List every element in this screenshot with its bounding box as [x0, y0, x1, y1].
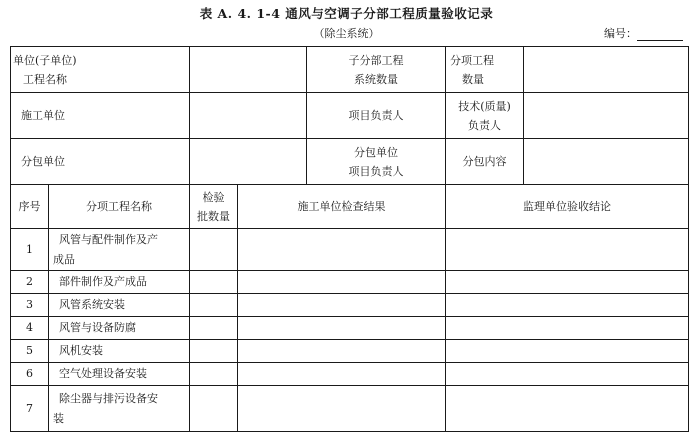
row-batch-value[interactable] [190, 229, 238, 271]
row-item-name: 空气处理设备安装 [49, 363, 190, 386]
row-number: 5 [11, 340, 49, 363]
column-header-row [11, 185, 689, 229]
row-number: 7 [11, 386, 49, 432]
acceptance-record-table [10, 46, 689, 432]
subdivision-count-label: 子分部工程 系统数量 [307, 47, 446, 93]
row-item-name: 风管与设备防腐 [49, 317, 190, 340]
info-row-contractor [11, 93, 689, 139]
col-batch: 检验 批数量 [190, 185, 238, 229]
row-item-name: 除尘器与排污设备安 装 [49, 386, 190, 432]
sub-content-value[interactable] [524, 139, 689, 185]
row-batch-value[interactable] [190, 386, 238, 432]
tech-manager-value[interactable] [524, 93, 689, 139]
unit-name-value[interactable] [190, 47, 307, 93]
table-row [11, 317, 689, 340]
info-row-project [11, 47, 689, 93]
document-title: 表 A. 4. 1-4 通风与空调子分部工程质量验收记录 [199, 6, 494, 21]
row-item-name: 风机安装 [49, 340, 190, 363]
row-contractor-value[interactable] [238, 229, 446, 271]
row-contractor-value[interactable] [238, 317, 446, 340]
row-item-name: 风管系统安装 [49, 294, 190, 317]
row-contractor-value[interactable] [238, 271, 446, 294]
item-count-label: 分项工程 数量 [446, 47, 524, 93]
row-supervisor-value[interactable] [446, 294, 689, 317]
row-batch-value[interactable] [190, 340, 238, 363]
row-item-name: 风管与配件制作及产 成品 [49, 229, 190, 271]
row-supervisor-value[interactable] [446, 386, 689, 432]
serial-number-field[interactable] [637, 28, 683, 41]
row-supervisor-value[interactable] [446, 229, 689, 271]
row-batch-value[interactable] [190, 294, 238, 317]
row-number: 4 [11, 317, 49, 340]
unit-name-label: 单位(子单位) 工程名称 [11, 47, 190, 93]
row-supervisor-value[interactable] [446, 317, 689, 340]
tech-manager-label: 技术(质量) 负责人 [446, 93, 524, 139]
row-supervisor-value[interactable] [446, 340, 689, 363]
info-row-subcontractor [11, 139, 689, 185]
row-number: 3 [11, 294, 49, 317]
contractor-label: 施工单位 [11, 93, 190, 139]
table-row [11, 294, 689, 317]
contractor-value[interactable] [190, 93, 307, 139]
table-row [11, 363, 689, 386]
col-supervisor-result: 监理单位验收结论 [446, 185, 689, 229]
row-number: 1 [11, 229, 49, 271]
project-manager-label: 项目负责人 [307, 93, 446, 139]
sub-pm-label: 分包单位 项目负责人 [307, 139, 446, 185]
item-count-value[interactable] [524, 47, 689, 93]
table-row [11, 229, 689, 271]
row-number: 2 [11, 271, 49, 294]
subcontractor-label: 分包单位 [11, 139, 190, 185]
table-row [11, 340, 689, 363]
col-name: 分项工程名称 [49, 185, 190, 229]
row-contractor-value[interactable] [238, 294, 446, 317]
table-row [11, 271, 689, 294]
table-row [11, 386, 689, 432]
col-seq: 序号 [11, 185, 49, 229]
row-batch-value[interactable] [190, 271, 238, 294]
row-contractor-value[interactable] [238, 340, 446, 363]
row-batch-value[interactable] [190, 317, 238, 340]
row-contractor-value[interactable] [238, 363, 446, 386]
row-supervisor-value[interactable] [446, 363, 689, 386]
row-supervisor-value[interactable] [446, 271, 689, 294]
row-number: 6 [11, 363, 49, 386]
subcontractor-value[interactable] [190, 139, 307, 185]
col-contractor-result: 施工单位检查结果 [238, 185, 446, 229]
serial-number-label: 编号： [604, 27, 637, 40]
serial-number [604, 25, 683, 41]
row-batch-value[interactable] [190, 363, 238, 386]
row-item-name: 部件制作及产成品 [49, 271, 190, 294]
document-subtitle: （除尘系统） [313, 27, 380, 40]
row-contractor-value[interactable] [238, 386, 446, 432]
sub-content-label: 分包内容 [446, 139, 524, 185]
